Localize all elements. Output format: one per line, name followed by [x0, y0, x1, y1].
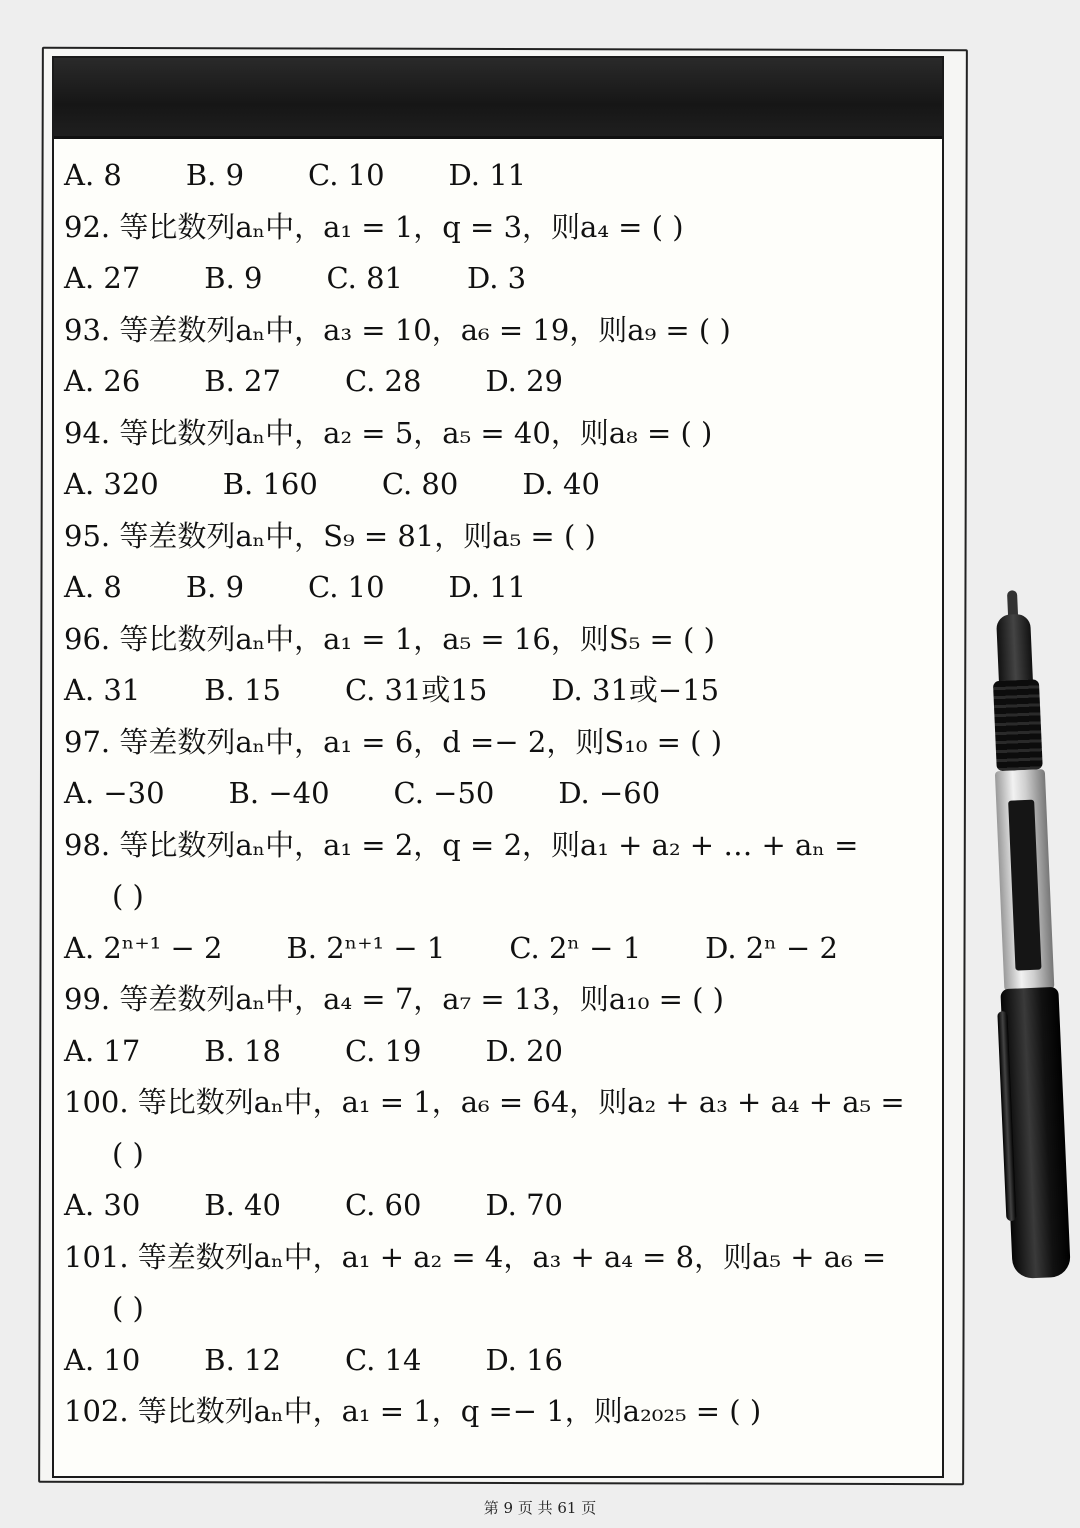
option-c: C. 31或15 — [344, 673, 488, 707]
option-d: D. 11 — [448, 570, 527, 604]
option-a: A. 2ⁿ⁺¹ − 2 — [64, 930, 223, 965]
question-list — [64, 150, 932, 1438]
option-c: C. −50 — [393, 776, 495, 810]
page-footer: 第 9 页 共 61 页 — [483, 1499, 597, 1517]
option-d: D. 70 — [485, 1188, 563, 1222]
pen-grip — [993, 679, 1043, 771]
options-row — [64, 665, 932, 717]
option-a: A. 10 — [64, 1342, 141, 1377]
option-d: D. −60 — [558, 776, 661, 810]
option-a: A. 17 — [64, 1033, 141, 1068]
option-a: A. 31 — [64, 673, 141, 707]
option-b: B. −40 — [228, 776, 330, 810]
options-row — [64, 562, 932, 614]
options-row — [64, 356, 932, 408]
options-row — [64, 1335, 932, 1387]
option-b: B. 9 — [185, 158, 245, 192]
option-c: C. 2ⁿ − 1 — [509, 930, 642, 965]
question-stem: 102. 等比数列aₙ中，a₁ = 1，q =− 1，则a₂₀₂₅ = ( ) — [64, 1394, 762, 1428]
option-b: B. 12 — [204, 1342, 281, 1377]
question-stem: 94. 等比数列aₙ中，a₂ = 5，a₅ = 40，则a₈ = ( ) — [64, 415, 713, 450]
option-b: B. 18 — [204, 1033, 281, 1068]
option-b: B. 15 — [204, 673, 281, 707]
notepad — [52, 56, 944, 1478]
option-a: A. −30 — [64, 776, 165, 810]
option-d: D. 20 — [485, 1033, 563, 1068]
option-c: C. 81 — [326, 261, 403, 295]
option-d: D. 3 — [466, 261, 527, 295]
question-continuation: ( ) — [112, 1136, 144, 1171]
option-c: C. 10 — [308, 158, 385, 192]
options-row — [64, 1180, 932, 1232]
option-a: A. 30 — [64, 1188, 141, 1222]
notepad-binding — [54, 58, 942, 139]
option-a: A. 26 — [64, 364, 141, 398]
pen-cone — [996, 614, 1033, 685]
option-b: B. 40 — [204, 1188, 281, 1222]
option-d: D. 40 — [522, 467, 600, 501]
option-d: D. 2ⁿ − 2 — [705, 930, 838, 965]
question-stem: 95. 等差数列aₙ中，S₉ = 81，则a₅ = ( ) — [64, 518, 596, 553]
question-stem: 100. 等比数列aₙ中，a₁ = 1，a₆ = 64，则a₂ + a₃ + a₄ + a₅ = — [64, 1085, 905, 1119]
option-c: C. 14 — [344, 1342, 422, 1377]
question-stem: 96. 等比数列aₙ中，a₁ = 1，a₅ = 16，则S₅ = ( ) — [64, 621, 715, 656]
options-row — [64, 459, 932, 511]
option-d: D. 11 — [448, 158, 527, 192]
option-a: A. 320 — [64, 467, 159, 501]
option-b: B. 160 — [222, 467, 318, 501]
option-c: C. 19 — [344, 1033, 422, 1068]
question-stem: 93. 等差数列aₙ中，a₃ = 10，a₆ = 19，则a₉ = ( ) — [64, 312, 731, 347]
option-a: A. 8 — [64, 570, 122, 604]
option-c: C. 80 — [381, 467, 459, 501]
option-b: B. 9 — [185, 570, 245, 604]
option-a: A. 27 — [64, 261, 141, 295]
question-stem: 97. 等差数列aₙ中，a₁ = 6，d =− 2，则S₁₀ = ( ) — [64, 724, 723, 759]
pen-image — [973, 589, 1080, 1282]
question-continuation: ( ) — [112, 1291, 144, 1325]
option-d: D. 29 — [485, 364, 563, 398]
question-stem: 101. 等差数列aₙ中，a₁ + a₂ = 4，a₃ + a₄ = 8，则a₅ + a₆ = — [64, 1239, 887, 1274]
option-b: B. 27 — [204, 364, 281, 398]
question-stem: 98. 等比数列aₙ中，a₁ = 2，q = 2，则a₁ + a₂ + … + aₙ = — [64, 827, 859, 862]
options-row — [64, 253, 932, 305]
options-row — [64, 1026, 932, 1078]
question-continuation: ( ) — [112, 879, 144, 913]
question-stem: 99. 等差数列aₙ中，a₄ = 7，a₇ = 13，则a₁₀ = ( ) — [64, 982, 724, 1016]
option-a: A. 8 — [64, 158, 122, 192]
option-b: B. 9 — [204, 261, 263, 295]
question-stem: 92. 等比数列aₙ中，a₁ = 1，q = 3，则a₄ = ( ) — [64, 209, 684, 244]
option-c: C. 10 — [308, 570, 385, 604]
options-row — [64, 150, 932, 202]
option-d: D. 31或−15 — [551, 673, 720, 707]
options-row — [64, 768, 932, 820]
option-d: D. 16 — [485, 1342, 563, 1377]
options-row — [64, 923, 932, 975]
option-c: C. 28 — [344, 364, 422, 398]
option-b: B. 2ⁿ⁺¹ − 1 — [286, 930, 446, 965]
option-c: C. 60 — [344, 1188, 422, 1222]
